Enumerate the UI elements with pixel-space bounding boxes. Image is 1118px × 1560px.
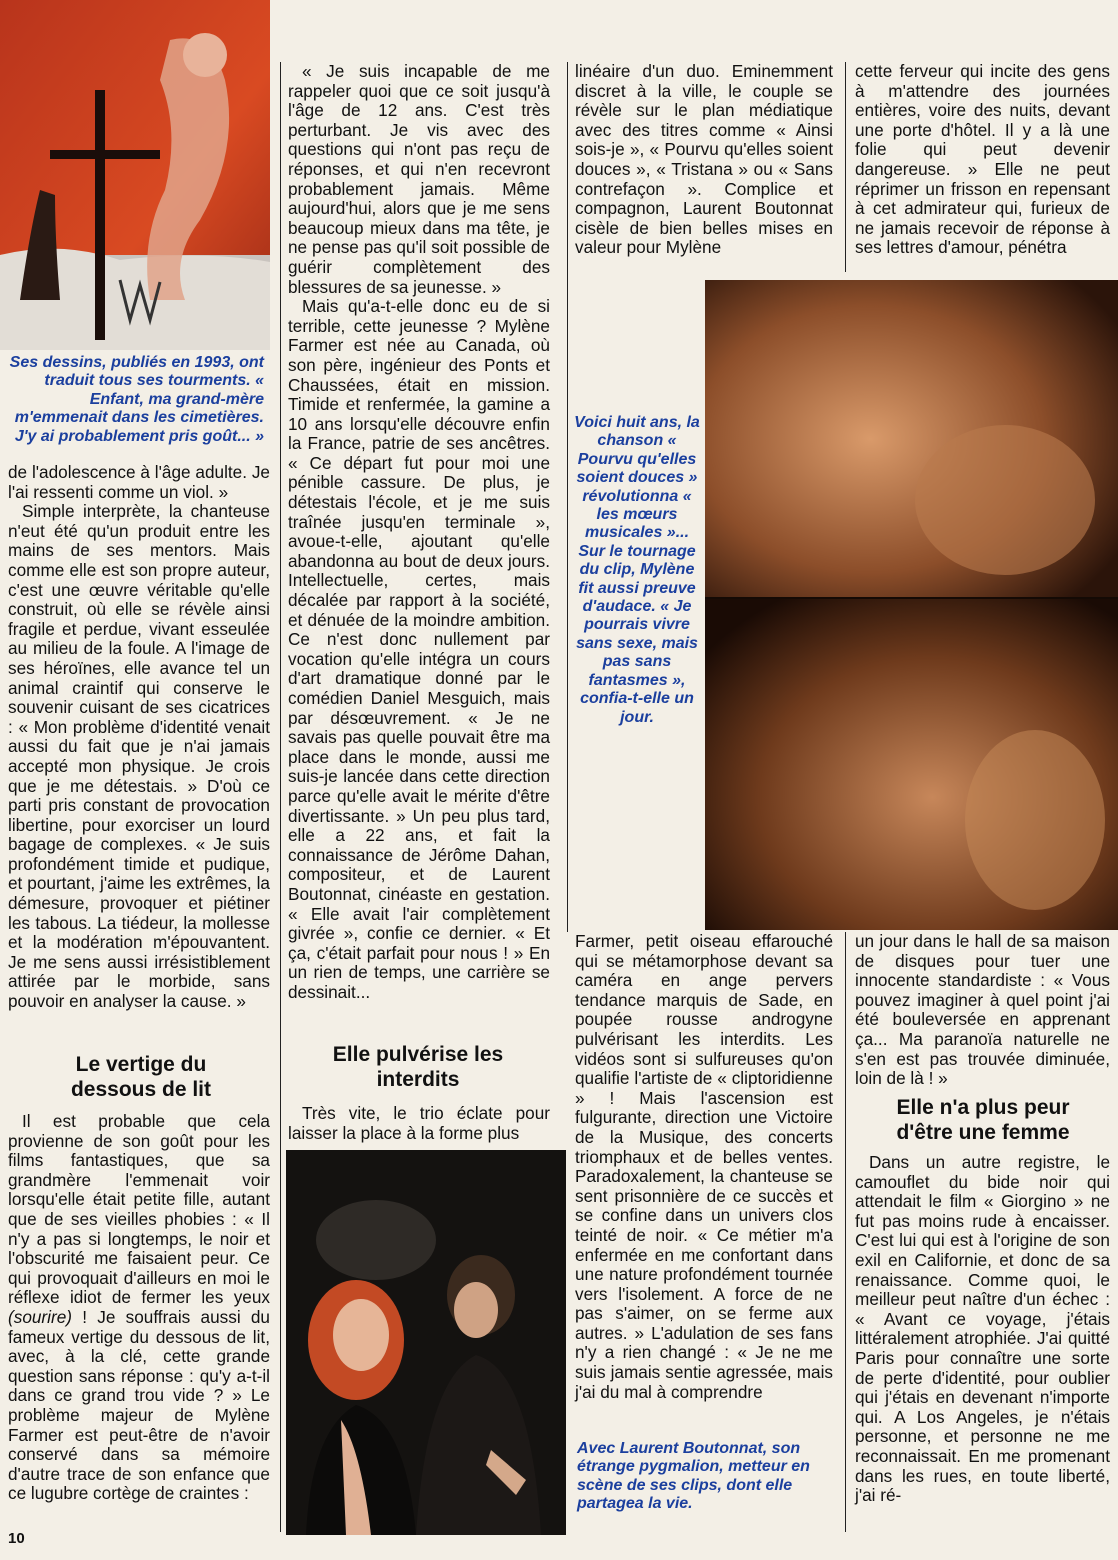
column-rule <box>280 62 281 1532</box>
column-1-bottom <box>8 1112 270 1504</box>
column-2-bottom <box>288 1104 550 1143</box>
column-rule <box>845 62 846 272</box>
column-4-end <box>855 1153 1110 1506</box>
painting-caption: Ses dessins, publiés en 1993, ont traduit tous ses tourments. « Enfant, ma grand-mère m'emmenait dans les cimetières. J'y ai probablement pris goût... » <box>9 354 264 445</box>
heading-vertige: Le vertige du dessous de lit <box>70 1053 212 1101</box>
heading-pulverise: Elle pulvérise les interdits <box>332 1043 504 1091</box>
couple-photo <box>286 1150 566 1535</box>
column-1 <box>8 463 270 1012</box>
column-4-bottom <box>855 932 1110 1089</box>
column-rule <box>845 932 846 1532</box>
paragraph: « Je suis incapable de me rappeler quoi que ce soit jusqu'à l'âge de 12 ans. C'est très perturbant. Je vis avec des questions qui n'ont pas reçu de réponses, et qui n'en recevront probablement jamais. Même aujourd'hui, alors que je me sens beaucoup mieux dans ma tête, je ne pense pas qu'il soit possible de guérir complètement des blessures de sa jeunesse. » <box>288 61 550 297</box>
column-2 <box>288 62 550 1003</box>
paragraph: Il est probable que cela provienne de son goût pour les films fantastiques, que sa grandmère l'emmenait voir lorsqu'elle était petite fille, autant que de ses vieilles phobies : « Il n'y a pas si longtemps, le noir et l'obscurité me faisaient peur. Ce qui provoquait d'ailleurs en moi le réflexe idiot de fermer les yeux (sourire) ! Je souffrais aussi du fameux vertige du dessous de lit, avec, à la clé, cette grande question sans réponse : qu'y a-t-il dans ce grand trou vide ? » Le problème majeur de Mylène Farmer est peut-être de n'avoir conservé dans sa mémoire d'autre trace de son enfance que ce lugubre cortège de craintes : <box>8 1111 270 1504</box>
column-4 <box>855 62 1110 258</box>
paragraph: de l'adolescence à l'âge adulte. Je l'ai ressenti comme un viol. » <box>8 462 270 502</box>
clip-photo <box>705 280 1118 930</box>
painting-image <box>0 0 270 350</box>
heading-femme: Elle n'a plus peur d'être une femme <box>896 1096 1070 1144</box>
paragraph: Mais qu'a-t-elle donc eu de si terrible, cette jeunesse ? Mylène Farmer est née au Canada, où son père, ingénieur des Ponts et Chaussées, était en mission. Timide et renfermée, la gamine a 10 ans lorsqu'elle découvre enfin la France, patrie de ses ancêtres. « Ce départ fut pour moi une pénible cassure. De plus, je détestais l'école, et je me suis traînée jusqu'en terminale », avoue-t-elle, ajoutant qu'elle abandonna au bout de deux jours. Intellectuelle, certes, mais décalée par rapport à la société, et dénuée de la moindre ambition. Ce n'est donc nullement par vocation qu'elle intégra un cours d'art dramatique donné par le comédien Daniel Mesguich, mais par désœuvrement. « Je ne savais pas quelle pouvait être ma place dans le monde, aussi me suis-je lancée dans cette direction parce qu'elle avait le mérite d'être divertissante. » Un peu plus tard, elle a 22 ans, et fait la connaissance de Jérôme Dahan, compositeur, et de Laurent Boutonnat, cinéaste en gestation. « Elle avait l'air complètement givrée », confie ce dernier. « Et ça, c'était parfait pour nous ! » En un rien de temps, une carrière se dessinait... <box>288 296 550 1002</box>
paragraph: linéaire d'un duo. Eminemment discret à la ville, le couple se révèle sur le plan médiatique avec des titres comme « Ainsi sois-je », « Pourvu qu'elles soient douces », « Tristana » ou « Sans contrefaçon ». Complice et compagnon, Laurent Boutonnat cisèle de bien belles mises en valeur pour Mylène <box>575 61 833 258</box>
clip-caption: Voici huit ans, la chanson « Pourvu qu'elles soient douces » révolutionna « les mœurs musicales »... Sur le tournage du clip, Mylène fit aussi preuve d'audace. « Je pourrais vivre sans sexe, mais pas sans fantasmes », confia-t-elle un jour. <box>574 414 700 726</box>
column-rule <box>567 62 568 932</box>
couple-caption: Avec Laurent Boutonnat, son étrange pygmalion, metteur en scène de ses clips, dont elle partagea la vie. <box>577 1440 810 1513</box>
paragraph: Farmer, petit oiseau effarouché qui se métamorphose devant sa caméra en ange pervers tendance marquis de Sade, en poupée rousse androgyne pulvérisant les interdits. Les vidéos sont si sulfureuses qu'on qualifie l'artiste de « cliptoridienne » ! Mais l'ascension est fulgurante, direction une Victoire de la Musique, des concerts triomphaux et de belles ventes. Paradoxalement, la chanteuse se sent prisonnière de ce succès et se confine dans un univers clos teinté de noir. « Ce métier m'a enfermée en me confortant dans une nature profondément tournée vers l'isolement. A force de ne pas s'aimer, on se ferme aux autres. » L'adulation de ses fans n'y a rien changé : « Je ne me suis jamais sentie agressée, mais j'ai du mal à comprendre <box>575 931 833 1402</box>
paragraph: Très vite, le trio éclate pour laisser la place à la forme plus <box>288 1103 550 1143</box>
paragraph: Simple interprète, la chanteuse n'eut été qu'un produit entre les mains de ses mentors. Mais comme elle est son propre auteur, c'est une œuvre véritable qu'elle construit, où elle se révèle ainsi fragile et perdue, vivant esseulée au milieu de la foule. A l'image de ses héroïnes, elle avance tel un animal craintif qui conserve le souvenir cuisant de ses cicatrices : « Mon problème d'identité venait aussi du fait que je n'ai jamais accepté mon physique. Je crois que je me détestais. » D'où ce parti pris constant de provocation libertine, pour exorciser un lourd bagage de complexes. « Je suis profondément timide et pudique, et pourtant, j'aime les extrêmes, la démesure, provoquer et piétiner les tabous. La tiédeur, la mollesse et la modération m'épouvantent. Je me sens aussi irrésistiblement attirée par le morbide, sans pouvoir en analyser la cause. » <box>8 501 270 1012</box>
paragraph: cette ferveur qui incite des gens à m'attendre des journées entières, voire des nuits, devant une porte d'hôtel. Il y a là une folie qui peut devenir dangereuse. » Elle ne peut réprimer un frisson en repensant à cet admirateur qui, furieux de ne jamais recevoir de réponse à ses lettres d'amour, pénétra <box>855 61 1110 258</box>
paragraph: Dans un autre registre, le camouflet du bide noir qui attendait le film « Giorgino » ne fut pas moins rude à encaisser. C'est lui qui est à l'origine de son exil en Californie, et donc de sa renaissance. Comme quoi, le meilleur peut naître d'un échec : « Avant ce voyage, j'étais littéralement atrophiée. J'ai quitté Paris pour connaître une sorte de perte d'identité, pour oublier qui j'étais en devenant n'importe qui. A Los Angeles, je n'étais personne, et personne ne me reconnaissait. En me promenant dans les rues, en toute liberté, j'ai ré- <box>855 1152 1110 1506</box>
paragraph: un jour dans le hall de sa maison de disques pour tuer une innocente standardiste : « Vous pouvez imaginer à quel point j'ai été bouleversée en apprenant ça... Ma paranoïa naturelle ne s'en est pas trouvée diminuée, loin de là ! » <box>855 931 1110 1089</box>
page-number: 10 <box>8 1530 25 1547</box>
column-3 <box>575 62 833 258</box>
column-3-bottom <box>575 932 833 1402</box>
